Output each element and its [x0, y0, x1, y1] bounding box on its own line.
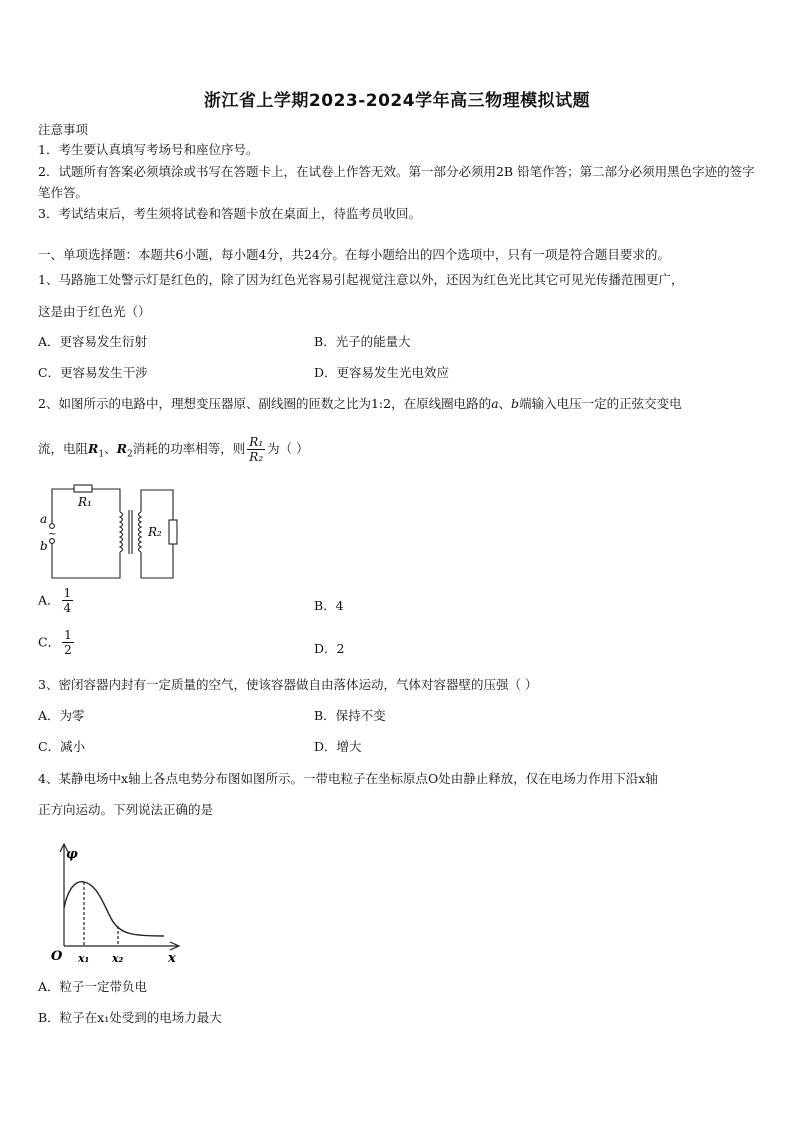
q2-option-c — [38, 628, 76, 657]
q2-stem-text-e: 为（ ） — [267, 441, 309, 456]
q2-sep: 、 — [498, 396, 512, 411]
primary-bottom-wire — [52, 544, 120, 578]
q2-option-c-den: 2 — [64, 643, 72, 657]
q2-comma: 、 — [104, 441, 117, 456]
q2-stem-text-a: 2、如图所示的电路中，理想变压器原、副线圈的匝数之比为1:2，在原线圈电路的 — [38, 396, 492, 411]
q2-option-a-fraction — [62, 586, 74, 615]
label-b: b — [40, 539, 48, 553]
q2-stem-line2 — [38, 430, 309, 474]
q2-r2-sub: 2 — [127, 449, 133, 460]
secondary-bottom-wire — [141, 544, 173, 578]
label-r1: R₁ — [78, 495, 92, 509]
q4-option-b: B．粒子在x₁处受到的电场力最大 — [38, 1010, 222, 1025]
secondary-top-wire — [141, 490, 173, 520]
q2-option-a-den: 4 — [63, 601, 72, 615]
q4-stem-line2: 正方向运动。下列说法正确的是 — [38, 802, 214, 817]
primary-coil — [120, 512, 123, 552]
q2-option-c-fraction — [62, 628, 74, 657]
q2-option-c-num: 1 — [64, 628, 72, 642]
q2-terminal-a: a — [491, 396, 499, 411]
q2-ratio-numerator: R₁ — [249, 435, 264, 449]
q2-r1-symbol: R — [88, 441, 99, 456]
q2-stem-text-d: 消耗的功率相等，则 — [132, 441, 246, 456]
q2-option-a-num: 1 — [63, 586, 72, 600]
notice-item-1: 1．考生要认真填写考场号和座位序号。 — [38, 142, 259, 157]
page-title: 浙江省上学期2023-2024学年高三物理模拟试题 — [203, 91, 591, 111]
q2-ratio-fraction — [247, 435, 265, 464]
q2-circuit-diagram — [36, 482, 186, 582]
q3-option-d: D．增大 — [314, 739, 362, 754]
x-label: x — [168, 951, 176, 966]
terminal-a — [50, 524, 55, 529]
q1-stem-line1: 1、马路施工处警示灯是红色的，除了因为红色光容易引起视觉注意以外，还因为红色光比其它可见光传播范围更广， — [38, 272, 684, 287]
q2-option-d: D．2 — [314, 641, 345, 656]
q4-option-a: A．粒子一定带负电 — [38, 979, 148, 994]
q3-stem: 3、密闭容器内封有一定质量的空气，使该容器做自由落体运动，气体对容器壁的压强（ ） — [38, 677, 538, 692]
q2-stem-text-b: 端输入电压一定的正弦交变电 — [519, 396, 682, 411]
notice-item-3: 3．考试结束后，考生须将试卷和答题卡放在桌面上，待监考员收回。 — [38, 206, 421, 221]
q3-option-a: A．为零 — [38, 708, 85, 723]
notice-item-2: 2．试题所有答案必须填涂或书写在答题卡上，在试卷上作答无效。第一部分必须用2B 铅笔作答；第二部分必须用黑色字迹的签字笔作答。 — [38, 164, 755, 200]
q1-stem-line2: 这是由于红色光（） — [38, 304, 151, 319]
phi-label: φ — [66, 847, 78, 862]
label-r2: R₂ — [148, 525, 162, 539]
q2-r1-sub: 1 — [98, 449, 105, 460]
resistor-r1 — [74, 485, 92, 492]
origin-label: O — [51, 949, 63, 964]
label-a: a — [40, 512, 48, 526]
notice-heading: 注意事项 — [38, 122, 89, 137]
resistor-r2 — [169, 520, 177, 544]
q2-option-b: B．4 — [314, 598, 344, 613]
q2-stem-line1 — [38, 395, 682, 413]
q3-option-b: B．保持不变 — [314, 708, 386, 723]
label-ac-source: ~ — [48, 529, 57, 540]
secondary-coil — [139, 512, 142, 552]
q3-option-c: C．减小 — [38, 739, 86, 754]
q2-option-a-letter: A． — [38, 592, 60, 608]
q2-stem-text-c: 流，电阻 — [38, 441, 89, 456]
q1-option-c: C．更容易发生干涉 — [38, 365, 148, 380]
q4-stem-line1: 4、某静电场中x轴上各点电势分布图如图所示。一带电粒子在坐标原点O处由静止释放，仅在电场力作用下沿x轴 — [38, 771, 658, 786]
section-heading: 一、单项选择题：本题共6小题，每小题4分，共24分。在每小题给出的四个选项中，只有一项是符合题目要求的。 — [38, 247, 670, 262]
q1-option-a: A．更容易发生衍射 — [38, 334, 148, 349]
q4-potential-graph — [46, 838, 186, 968]
q2-option-a — [38, 586, 75, 615]
q2-terminal-b: b — [511, 396, 520, 411]
q1-option-b: B．光子的能量大 — [314, 334, 411, 349]
potential-curve — [64, 882, 164, 936]
x2-label: x₂ — [112, 952, 124, 965]
q2-r2-symbol: R — [116, 441, 128, 456]
x1-label: x₁ — [78, 952, 90, 965]
q2-option-c-letter: C． — [38, 634, 61, 650]
q1-option-d: D．更容易发生光电效应 — [314, 365, 450, 380]
q2-ratio-denominator: R₂ — [249, 450, 264, 464]
